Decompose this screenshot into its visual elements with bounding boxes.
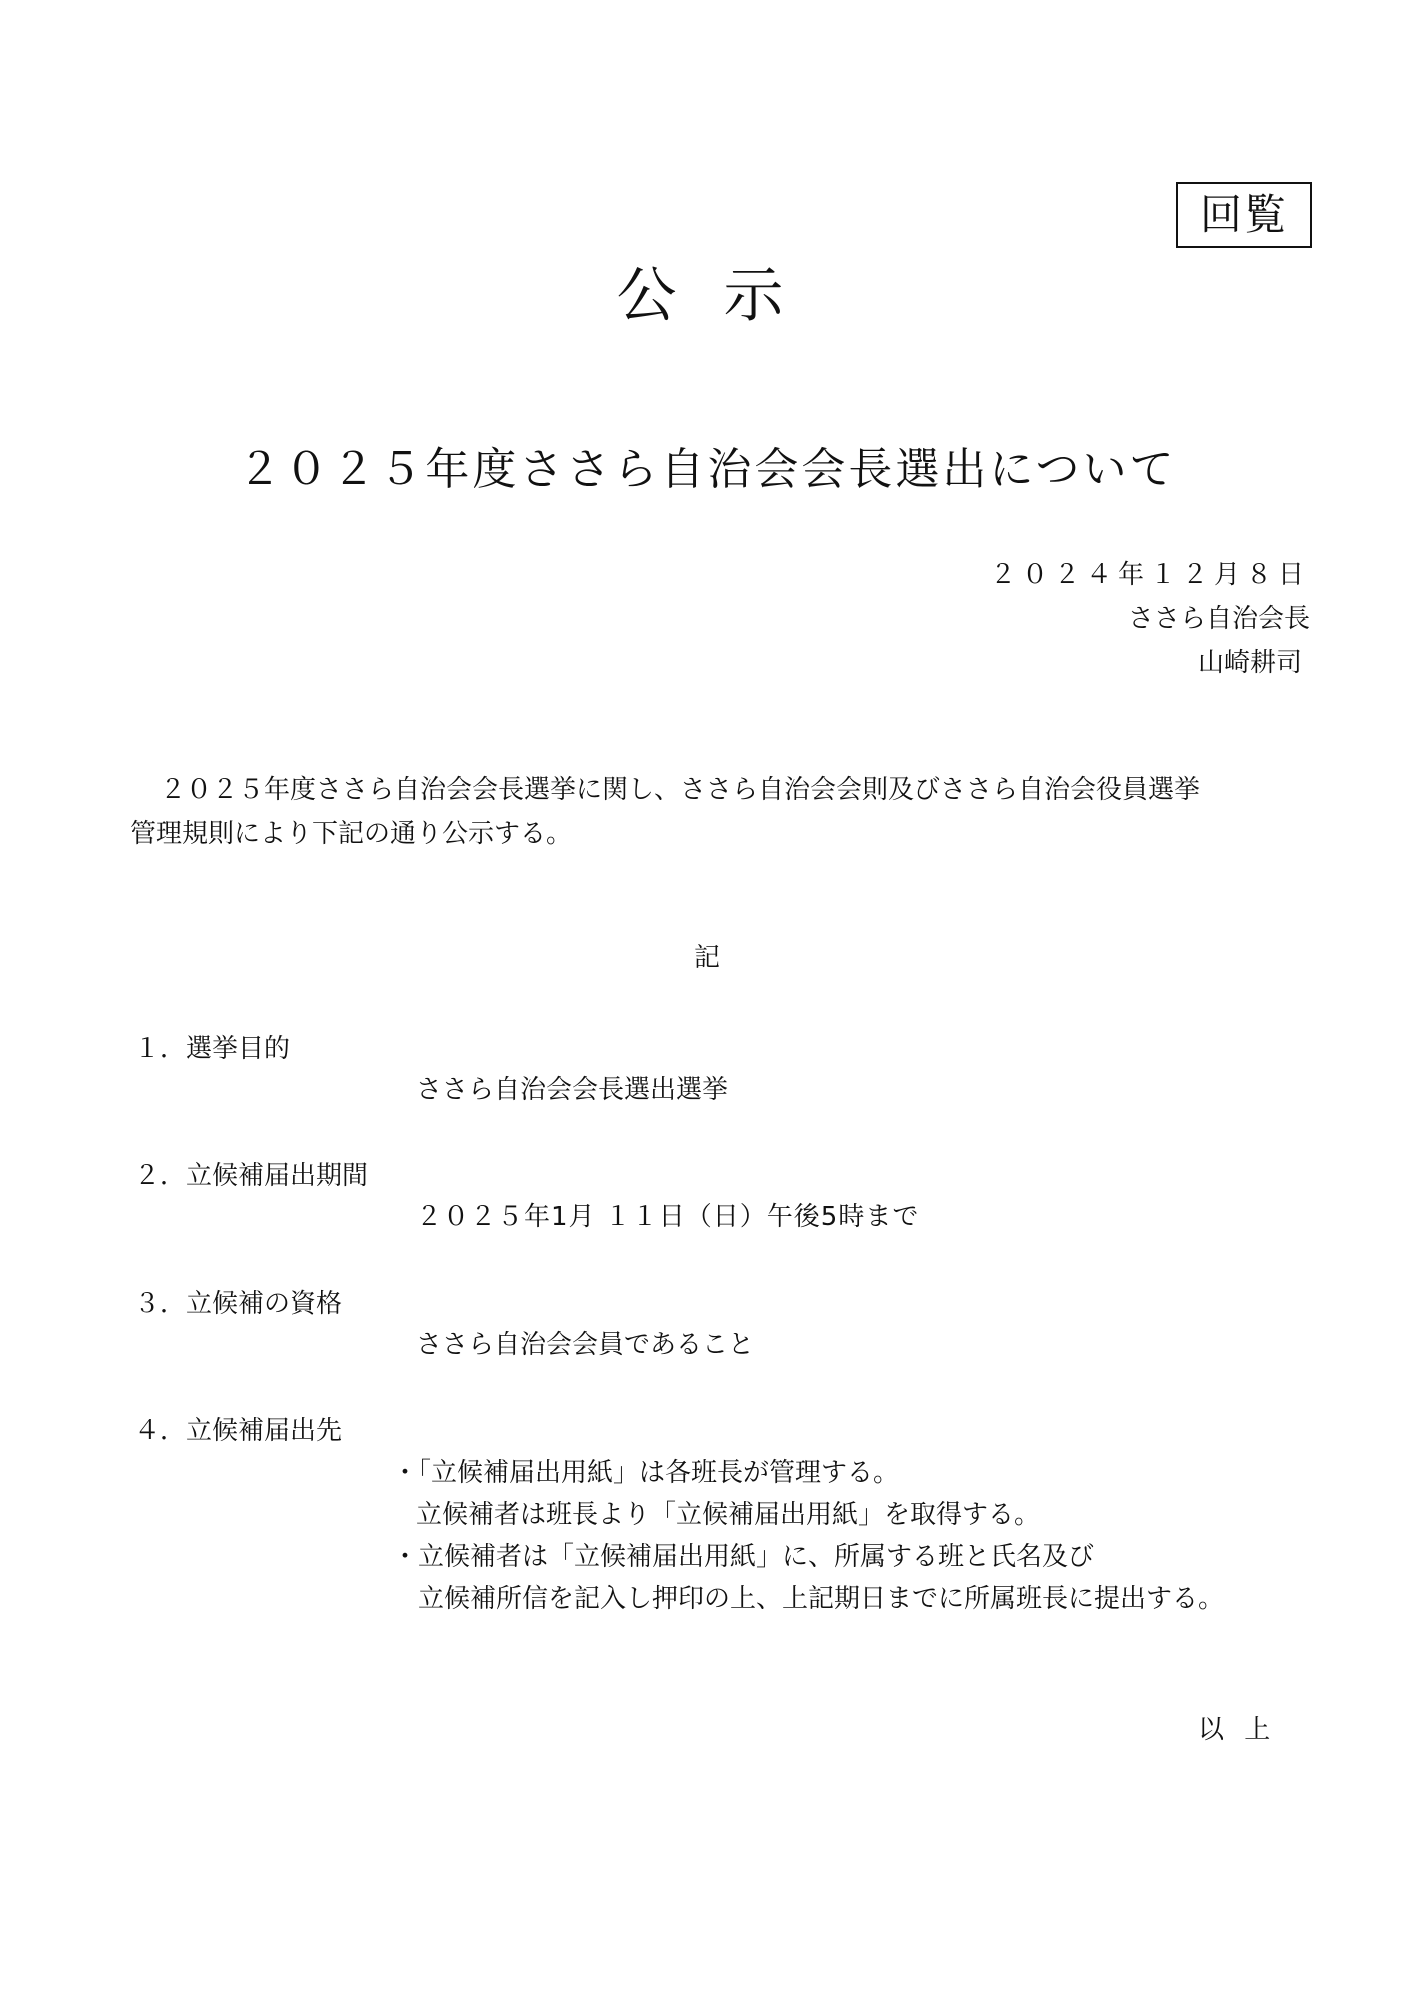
intro-line-2: 管理規則により下記の通り公示する。 (130, 819, 573, 849)
item-3-value: ささら自治会会員であること (416, 1330, 755, 1360)
item-4-bullet-1: ・「立候補届出用紙」は各班長が管理する。 (392, 1458, 900, 1488)
item-1-value: ささら自治会会長選出選挙 (416, 1075, 729, 1105)
item-2-value: ２０２５年1月 １１日（日）午後5時まで (416, 1202, 920, 1232)
item-3-heading: ３．立候補の資格 (134, 1289, 343, 1319)
closing-mark: 以 上 (1198, 1715, 1277, 1745)
intro-line-1: ２０２５年度ささら自治会会長選挙に関し、ささら自治会会則及びささら自治会役員選挙 (160, 775, 1201, 805)
document-subject: ２０２５年度ささら自治会会長選出について (237, 444, 1177, 495)
notice-title: 公 示 (616, 261, 798, 331)
intro-paragraph (130, 768, 1310, 856)
item-2-heading: ２．立候補届出期間 (134, 1161, 369, 1191)
item-4-bullet-2: ・立候補者は「立候補届出用紙」に、所属する班と氏名及び (392, 1542, 1095, 1572)
issue-date: ２０２４年１２月８日 (989, 560, 1310, 590)
issuer-name: 山崎耕司 (1197, 648, 1302, 678)
item-4-bullet-2-continuation: 立候補所信を記入し押印の上、上記期日までに所属班長に提出する。 (418, 1584, 1225, 1614)
issuer-organization: ささら自治会長 (1127, 604, 1310, 634)
item-1-heading: １．選挙目的 (134, 1034, 291, 1064)
ki-heading: 記 (693, 943, 720, 973)
circulation-label: 回覧 (1199, 190, 1288, 239)
item-4-heading: ４．立候補届出先 (134, 1416, 343, 1446)
circulation-stamp (1176, 182, 1312, 248)
item-4-bullet-1-continuation: 立候補者は班長より「立候補届出用紙」を取得する。 (416, 1500, 1041, 1530)
